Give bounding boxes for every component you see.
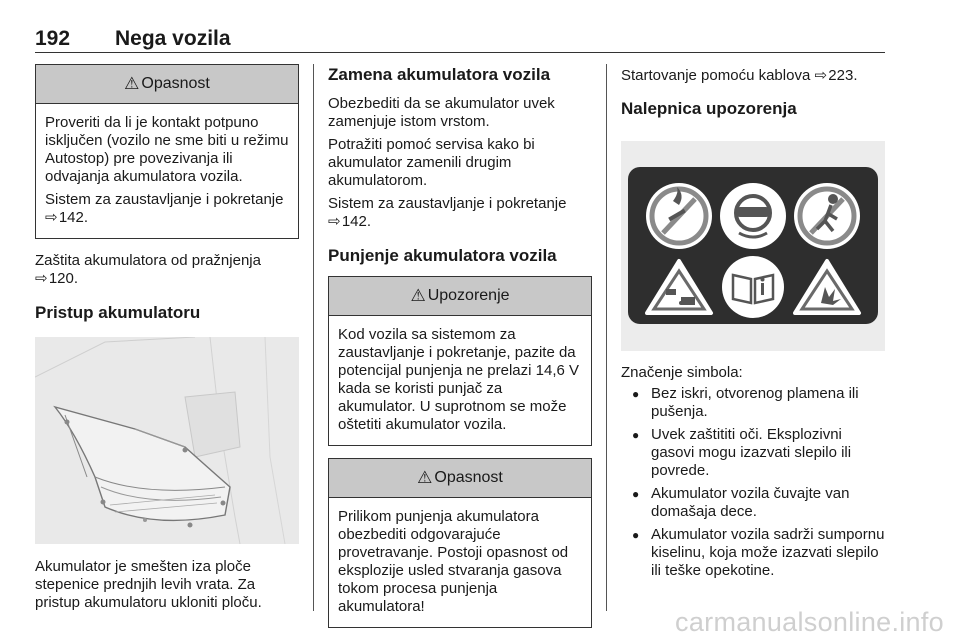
page-number: 192 — [35, 27, 71, 50]
list-item: ● Uvek zaštititi oči. Eksplozivni gasovi mogu izazvati slepilo ili povrede. — [621, 426, 885, 480]
warning-box-title: Upozorenje — [427, 287, 510, 304]
crossref-page[interactable]: 223. — [828, 67, 858, 84]
crossref-arrow-icon: ⇨ — [328, 213, 341, 230]
column-left — [35, 64, 299, 612]
battery-access-heading: Pristup akumulatoru — [35, 303, 201, 322]
column-middle — [328, 64, 592, 628]
column-divider-1 — [313, 64, 314, 611]
symbols-intro: Značenje simbola: — [621, 364, 743, 381]
warning-box-charging — [328, 276, 592, 446]
battery-access-illustration — [35, 337, 299, 544]
warning-icon: ⚠ — [410, 286, 426, 305]
warning-icon: ⚠ — [124, 74, 140, 93]
column-divider-2 — [606, 64, 607, 611]
symbols-list — [621, 385, 885, 580]
danger-box-ventilation — [328, 458, 592, 628]
read-manual-icon — [722, 256, 784, 318]
crossref-text: Startovanje pomoću kablova — [621, 67, 815, 84]
danger-box-ignition — [35, 64, 299, 239]
discharge-protection-text — [35, 252, 299, 288]
danger-box-heading — [329, 459, 591, 498]
column-right — [621, 64, 885, 580]
list-item: ● Bez iskri, otvorenog plamena ili pušenja. — [621, 385, 885, 421]
battery-access-caption: Akumulator je smešten iza ploče stepenice prednjih levih vrata. Za pristup akumulatoru ukloniti ploču. — [35, 558, 262, 611]
warning-label-heading: Nalepnica upozorenja — [621, 99, 797, 118]
step-plate-drawing — [35, 337, 299, 544]
battery-replacement-heading: Zamena akumulatora vozila — [328, 65, 551, 84]
no-flame-icon — [646, 183, 712, 249]
danger-box-body — [329, 498, 591, 627]
danger-box-title: Opasnost — [141, 75, 210, 92]
danger-box-heading — [36, 65, 298, 104]
danger-box-title: Opasnost — [434, 469, 503, 486]
battery-charging-heading: Punjenje akumulatora vozila — [328, 246, 557, 265]
danger-box-crossref — [45, 191, 289, 227]
site-watermark: carmanualsonline.info — [675, 607, 944, 637]
eye-protection-icon — [720, 183, 786, 249]
page-title: Nega vozila — [115, 27, 231, 50]
list-item: ● Akumulator vozila čuvajte van domašaja dece. — [621, 485, 885, 521]
page-header — [35, 26, 885, 53]
danger-box-body — [36, 104, 298, 238]
warning-box-text: Kod vozila sa sistemom za zaustavljanje i pokretanje, pazite da potencijal punjenja ne prelazi 14,6 V kada se koristi punjač za akumulator. U suprotnom se može oštetiti akumulator vozila. — [338, 326, 580, 433]
crossref-text: Zaštita akumulatora od pražnjenja — [35, 252, 261, 269]
warning-box-heading — [329, 277, 591, 316]
warning-box-body — [329, 316, 591, 445]
crossref-text: Sistem za zaustavljanje i pokretanje — [328, 195, 567, 212]
warning-symbols-label — [621, 141, 885, 351]
danger-box-text: Prilikom punjenja akumulatora obezbediti odgovarajuće provetravanje. Postoji opasnost od eksplozije usled stvaranja gasova tokom procesa punjenja akumulatora! — [338, 508, 569, 615]
crossref-page[interactable]: 142. — [341, 213, 372, 230]
list-item: ● Akumulator vozila sadrži sumpornu kiselinu, koja može izazvati slepilo ili teške opekotine. — [621, 526, 885, 580]
danger-box-text: Proveriti da li je kontakt potpuno isključen (vozilo ne sme biti u režimu Autostop) pre povezivanja ili odvajanja akumulatora vozila. — [45, 114, 289, 185]
crossref-page[interactable]: 142. — [58, 209, 89, 226]
crossref-arrow-icon: ⇨ — [45, 209, 58, 226]
crossref-page[interactable]: 120. — [48, 270, 79, 287]
replacement-crossref — [328, 195, 592, 231]
jump-start-crossref — [621, 67, 885, 85]
keep-away-children-icon — [794, 183, 860, 249]
warning-icon: ⚠ — [417, 468, 433, 487]
crossref-arrow-icon: ⇨ — [35, 270, 48, 287]
replacement-text-2: Potražiti pomoć servisa kako bi akumulator zamenili drugim akumulatorom. — [328, 136, 535, 189]
crossref-arrow-icon: ⇨ — [814, 67, 828, 84]
crossref-text: Sistem za zaustavljanje i pokretanje — [45, 191, 284, 208]
replacement-text-1: Obezbediti da se akumulator uvek zamenjuje istom vrstom. — [328, 95, 555, 130]
warning-label-illustration — [621, 141, 885, 351]
